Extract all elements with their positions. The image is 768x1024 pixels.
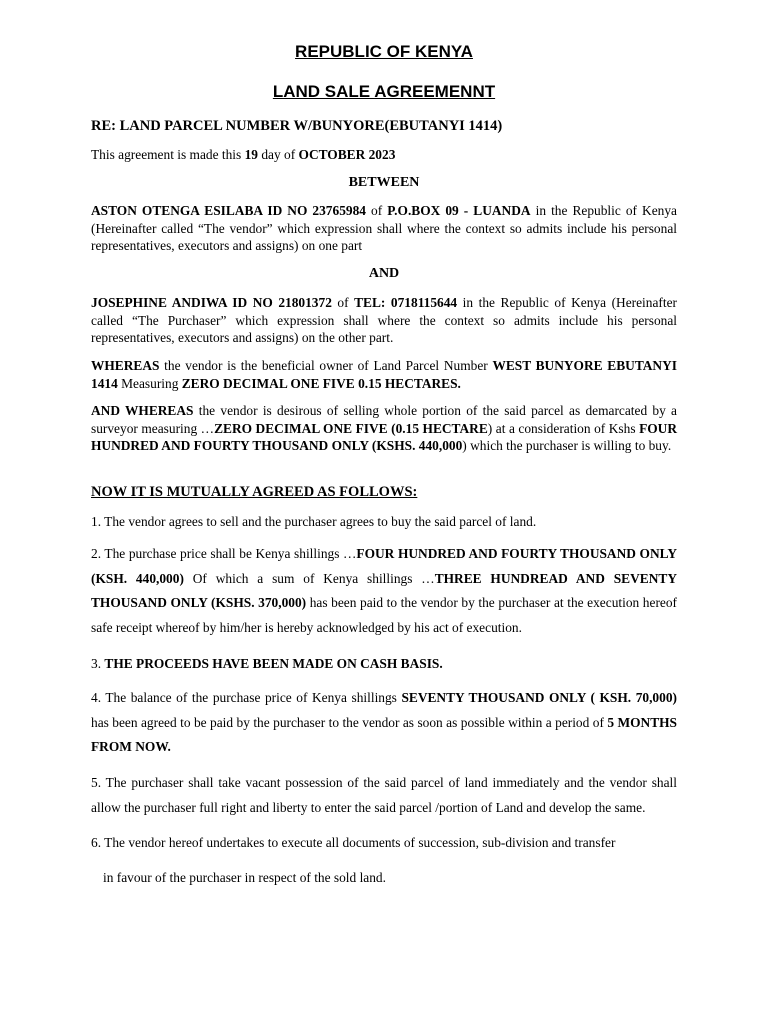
document-subtitle: LAND SALE AGREEMENNT [272,82,496,101]
whereas-parcel: WEST BUNYORE EBUTANYI 1414 [91,358,677,391]
vendor-address: P.O.BOX 09 - LUANDA [387,203,531,218]
clause-4-period: 5 MONTHS FROM NOW. [91,714,678,754]
clause-3 [91,655,677,673]
and-whereas-text-3: ) at a consideration of Kshs [487,420,640,436]
and-heading: AND [368,266,400,281]
clause-4 [91,686,677,760]
agreed-heading: NOW IT IS MUTUALLY AGREED AS FOLLOWS: [91,484,418,500]
date-mid: day of [257,147,299,162]
vendor-text: in the Republic of Kenya (Hereinafter called “The vendor” which expression shall where the context so admits include his personal representatives, executors and assigns) on one part [91,203,678,253]
clause-2-text-1: 2. The purchase price shall be Kenya shillings … [91,546,357,561]
and-whereas-text-4: ) which the purchaser is willing to buy. [462,438,672,453]
vendor-name: ASTON OTENGA ESILABA ID NO 23765984 [91,203,366,218]
clause-2-text-3: has been paid to the vendor by the purchaser at the execution hereof safe receipt whereof by him/her is hereby acknowledged by his act of execution. [91,595,678,635]
clause-5: 5. The purchaser shall take vacant possession of the said parcel of land immediately and the vendor shall allow the purchaser full right and liberty to enter the said parcel /portion of Land and develop the same. [91,775,677,815]
clause-4-text-1: 4. The balance of the purchase price of Kenya shillings [91,690,402,705]
clause-2-price: FOUR HUNDRED AND FOURTY THOUSAND ONLY (KSH. 440,000) [91,546,677,586]
date-day: 19 [244,147,258,162]
whereas-measure: ZERO DECIMAL ONE FIVE 0.15 HECTARES. [181,375,461,391]
re-line: RE: LAND PARCEL NUMBER W/BUNYORE(EBUTANYI 1414) [91,118,503,134]
clause-2-text-2: Of which a sum of Kenya shillings … [183,570,435,586]
purchaser-of: of [331,295,355,310]
clause-3-number: 3. [91,656,105,671]
clause-2 [91,542,677,640]
clause-6-line-2: in favour of the purchaser in respect of the sold land. [103,870,386,885]
vendor-paragraph [91,202,677,255]
purchaser-tel: TEL: 0718115644 [354,295,458,310]
and-whereas-paragraph [91,402,677,455]
whereas-paragraph [91,357,677,392]
date-line [91,146,677,164]
document-title: REPUBLIC OF KENYA [295,42,473,61]
and-whereas-size: ZERO DECIMAL ONE FIVE [214,420,388,436]
date-prefix: This agreement is made this [91,147,245,162]
and-whereas-price: FOUR HUNDRED AND FOURTY THOUSAND ONLY (KSHS. 440,000 [91,420,677,453]
clause-6-line-1: 6. The vendor hereof undertakes to execute all documents of succession, sub-division and transfer [91,835,616,850]
clause-4-text-2: has been agreed to be paid by the purchaser to the vendor as soon as possible within a period of [91,714,608,730]
whereas-keyword: WHEREAS [91,358,160,373]
and-whereas-keyword: AND WHEREAS [91,403,194,418]
vendor-of: of [365,203,388,218]
purchaser-paragraph [91,294,677,347]
whereas-text-2: Measuring [117,375,182,391]
clause-3-text: THE PROCEEDS HAVE BEEN MADE ON CASH BASIS. [104,656,443,671]
between-heading: BETWEEN [348,175,420,190]
purchaser-text: in the Republic of Kenya (Hereinafter called “The Purchaser” which expression shall where the context so admits include his personal representatives, executors and assigns) on the other part. [91,295,677,345]
whereas-text-1: the vendor is the beneficial owner of Land Parcel Number [159,358,493,373]
clause-1: 1. The vendor agrees to sell and the purchaser agrees to buy the said parcel of land. [91,514,537,529]
and-whereas-text-1: the vendor is desirous of selling whole portion of the said parcel as demarcated by a surveyor measuring … [91,403,678,436]
and-whereas-size-2: (0.15 HECTARE [391,420,488,436]
clause-2-paid: THREE HUNDREAD AND SEVENTY THOUSAND ONLY (KSHS. 370,000) [91,570,677,610]
clause-4-balance: SEVENTY THOUSAND ONLY ( KSH. 70,000) [401,690,677,705]
date-month-year: OCTOBER 2023 [298,147,396,162]
purchaser-name: JOSEPHINE ANDIWA ID NO 21801372 [91,295,332,310]
